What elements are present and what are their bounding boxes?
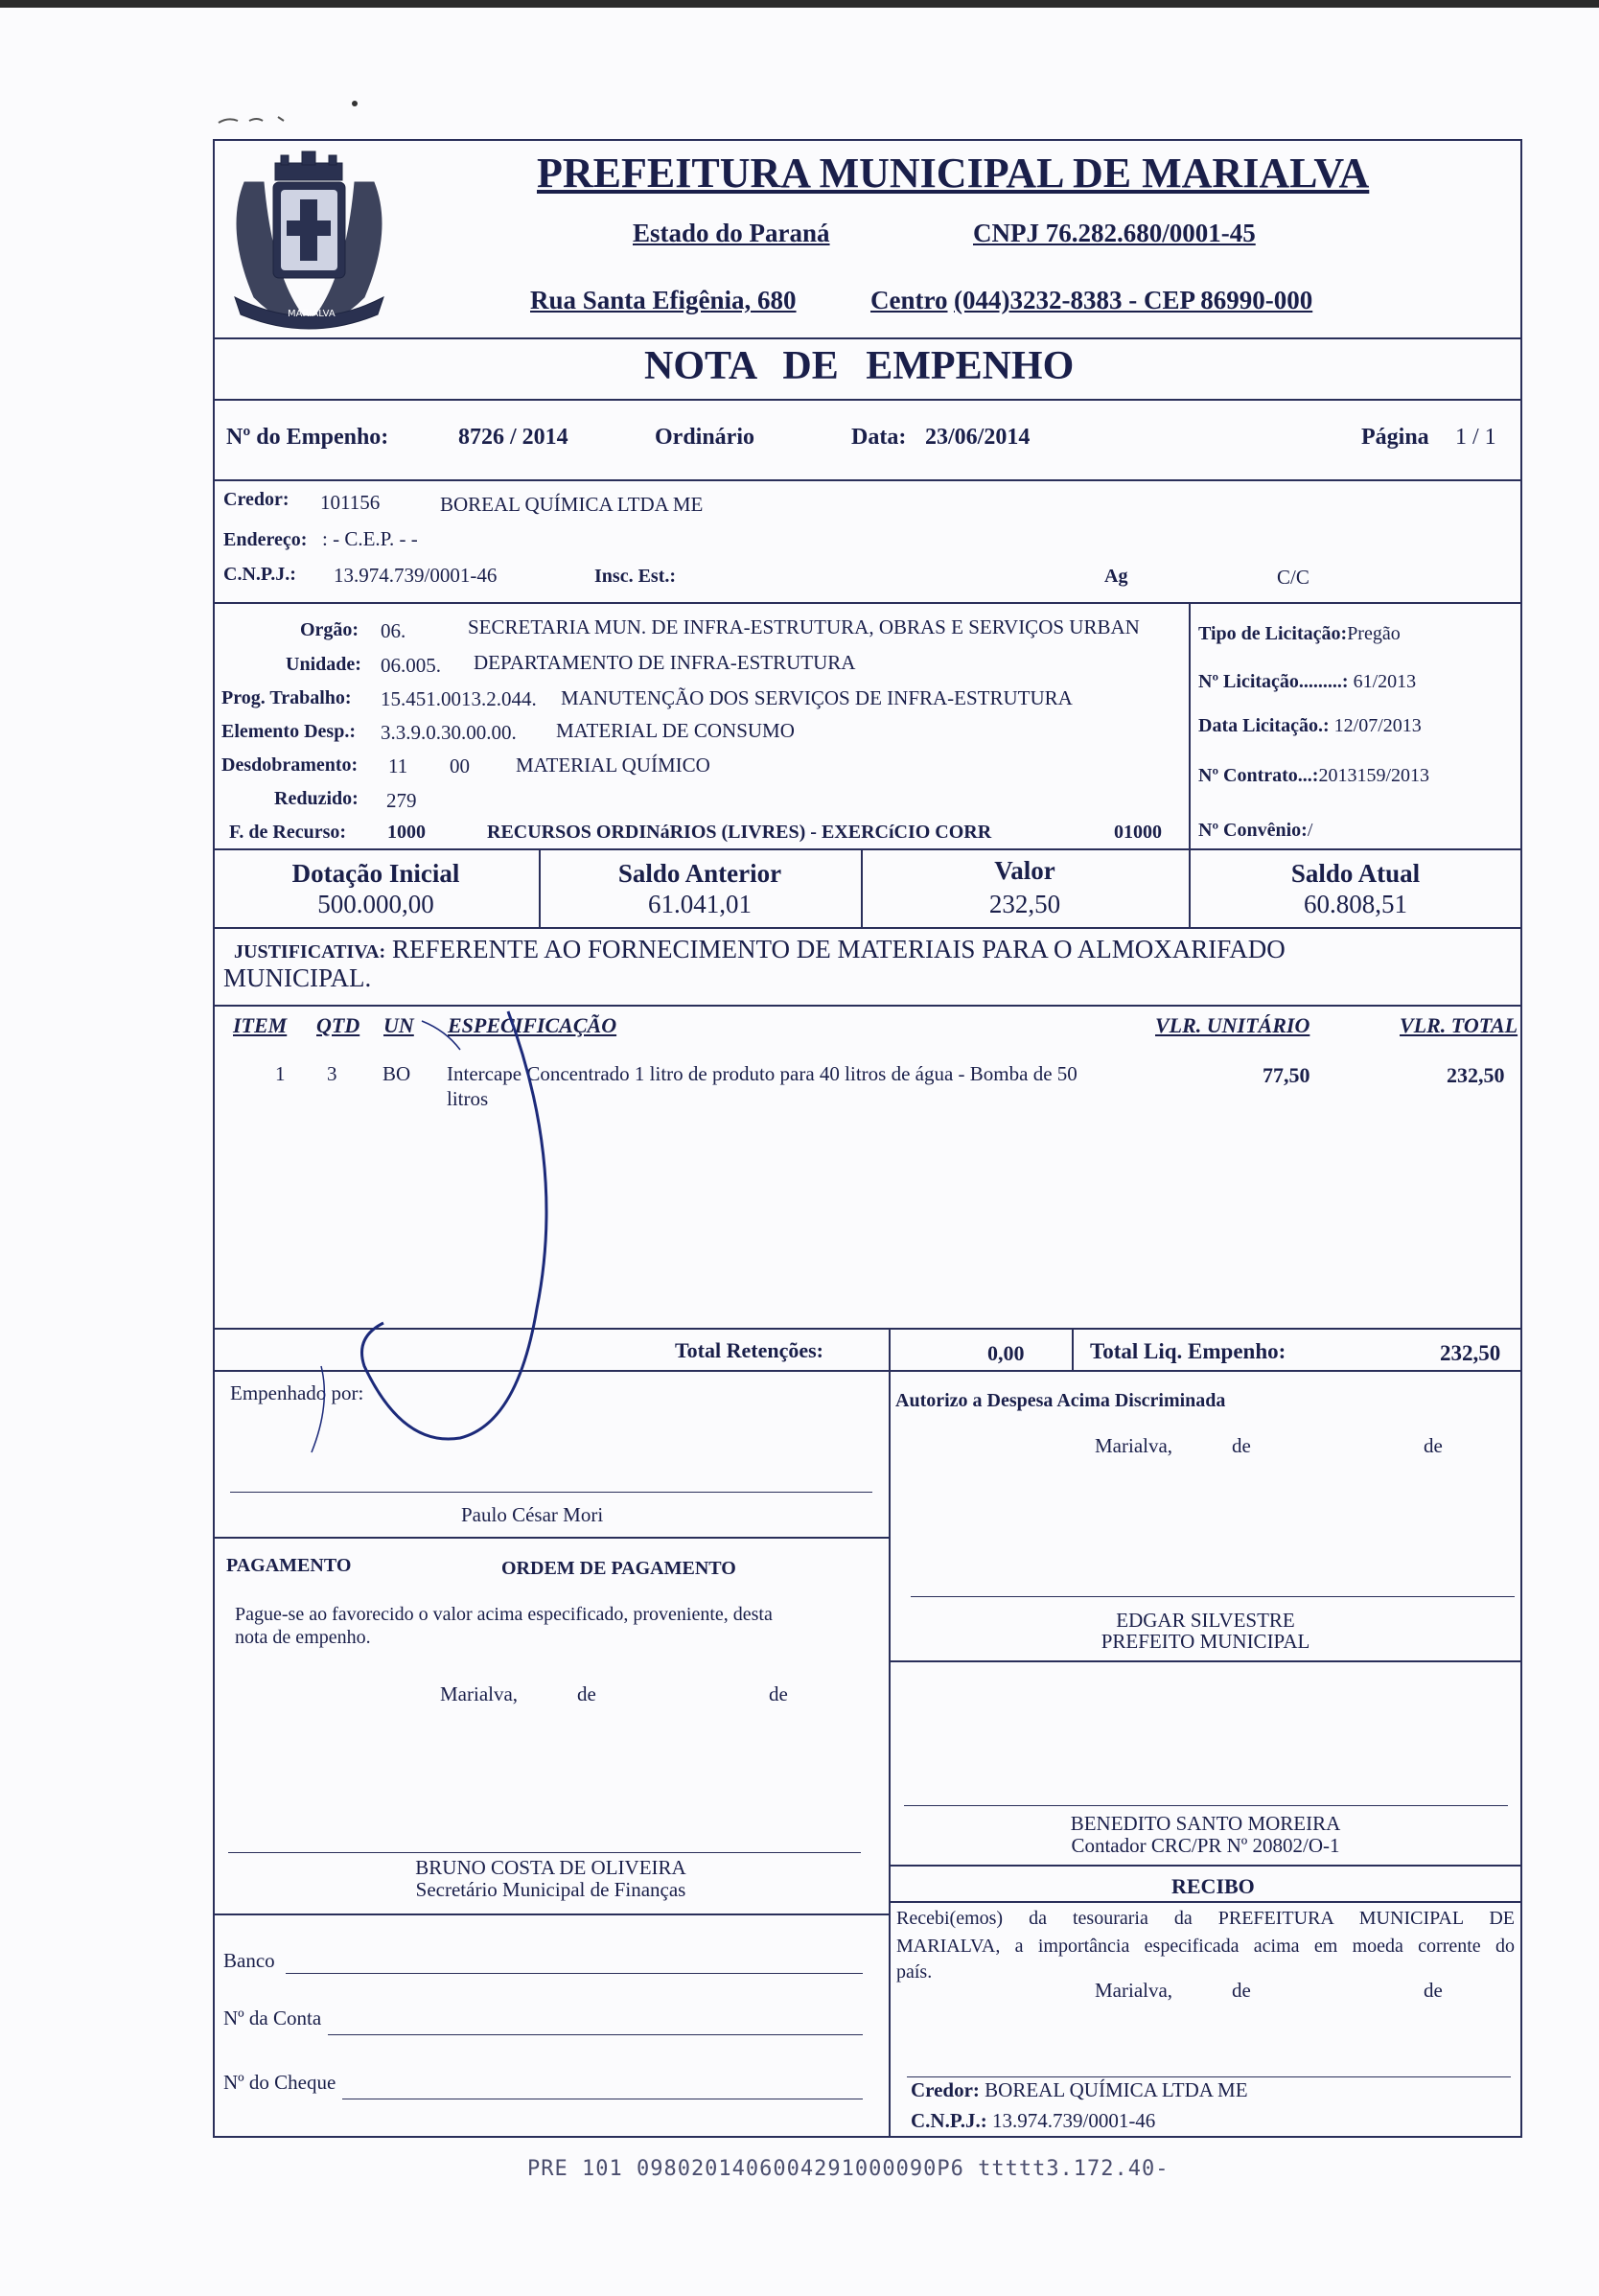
prefeito-name: EDGAR SILVESTRE [1116,1609,1295,1632]
empenho-number-label: Nº do Empenho: [226,425,389,450]
divider [213,602,1522,604]
divider [213,1537,889,1539]
orgao-code: 06. [381,619,406,642]
recibo-text: Recebi(emos) da tesouraria da PREFEITURA MUNICIPAL DE [896,1908,1515,1929]
licitacao-number-value: 61/2013 [1353,671,1417,692]
licitacao-number [1198,671,1416,693]
empenhado-name: Paulo César Mori [461,1503,604,1526]
justificativa-text: REFERENTE AO FORNECIMENTO DE MATERIAIS PARA O ALMOXARIFADO [391,935,1286,963]
col-item-header: ITEM [233,1013,288,1037]
recibo-cnpj-label: C.N.P.J.: [911,2109,987,2132]
divider [213,479,1522,481]
recurso-name: RECURSOS ORDINáRIOS (LIVRES) - EXERCíCIO CORR [487,822,992,843]
divider [1189,602,1191,849]
divider [213,848,1522,850]
header-address: Rua Santa Efigênia, 680 [530,286,797,314]
municipal-coat-of-arms-icon [216,144,403,340]
contrato-label: Nº Contrato...: [1198,765,1319,786]
signature-line [907,2076,1511,2077]
col-total-header: VLR. TOTAL [1400,1013,1518,1037]
col-unit-header: VLR. UNITÁRIO [1155,1013,1310,1037]
pagamento-city: Marialva, [440,1682,519,1705]
credor-name: BOREAL QUÍMICA LTDA ME [440,493,704,516]
recibo-cnpj [911,2109,1155,2133]
elemento-code: 3.3.9.0.30.00.00. [381,721,517,744]
footer-barcode: PRE 101 0980201406004291000090P6 ttttt3.172.40- [527,2157,1170,2181]
col-un-header: UN [383,1013,414,1037]
contrato-value: 2013159/2013 [1318,765,1430,786]
valor-value: 232,50 [988,890,1061,918]
elemento-name: MATERIAL DE CONSUMO [556,719,795,742]
credor-label: Credor: [223,489,290,510]
cnpj-label: C.N.P.J.: [223,564,296,585]
orgao-name: SECRETARIA MUN. DE INFRA-ESTRUTURA, OBRAS E SERVIÇOS URBAN [468,615,1140,638]
empenho-type: Ordinário [655,425,755,450]
contrato [1198,765,1429,787]
header-phone-cep: (044)3232-8383 - CEP 86990-000 [954,286,1313,314]
autorizo-de-1: de [1232,1434,1251,1457]
saldo-anterior-value: 61.041,01 [648,890,752,918]
recurso-code: 1000 [387,822,426,843]
empenho-number: 8726 / 2014 [458,425,568,450]
unidade-code: 06.005. [381,654,441,677]
svg-text:MARIALVA: MARIALVA [288,309,336,319]
divider [889,1328,891,1370]
desdobramento-code: 11 [388,754,408,777]
convenio-label: Nº Convênio: [1198,820,1308,841]
contador-title: Contador CRC/PR Nº 20802/O-1 [1071,1834,1340,1857]
pagamento-label: PAGAMENTO [226,1555,352,1576]
reduzido-label: Reduzido: [274,788,359,809]
recibo-credor-value: BOREAL QUÍMICA LTDA ME [985,2078,1248,2101]
scan-mark [211,96,364,134]
page-label: Página [1361,425,1429,450]
divider [889,1370,891,2138]
divider [1072,1328,1074,1370]
recibo-city: Marialva, [1095,1979,1173,2002]
empenhado-label: Empenhado por: [230,1381,364,1404]
recibo-title: RECIBO [1171,1874,1255,1898]
contador-name: BENEDITO SANTO MOREIRA [1070,1812,1341,1835]
recibo-cnpj-value: 13.974.739/0001-46 [991,2109,1156,2132]
secretario-name: BRUNO COSTA DE OLIVEIRA [415,1856,686,1879]
recurso-label: F. de Recurso: [229,822,347,843]
unidade-name: DEPARTAMENTO DE INFRA-ESTRUTURA [474,651,856,674]
licitacao-number-label: Nº Licitação.........: [1198,671,1349,692]
empenho-date-label: Data: [851,425,907,450]
valor-label: Valor [994,856,1055,885]
autorizo-label: Autorizo a Despesa Acima Discriminada [895,1390,1226,1411]
signature-line [228,1852,861,1853]
reduzido-value: 279 [386,789,417,812]
recurso-number: 01000 [1114,822,1162,843]
address-value: : - C.E.P. - - [322,527,418,550]
recibo-de-2: de [1424,1979,1443,2002]
licitacao-type [1198,623,1401,645]
row-item: 1 [275,1062,286,1085]
account-label: C/C [1277,566,1309,589]
conta-field[interactable] [328,2034,863,2035]
licitacao-type-value: Pregão [1347,623,1401,644]
cheque-label: Nº do Cheque [223,2071,336,2094]
document-title: NOTA DE EMPENHO [644,344,1075,388]
convenio [1198,820,1312,842]
recibo-de-1: de [1232,1979,1251,2002]
saldo-atual-value: 60.808,51 [1304,890,1407,918]
desdobramento-name: MATERIAL QUÍMICO [516,754,710,777]
divider [889,1865,1522,1867]
address-label: Endereço: [223,529,308,550]
row-qtd: 3 [327,1062,337,1085]
divider [213,399,1522,401]
convenio-value: / [1307,820,1313,841]
divider [889,1660,1522,1662]
licitacao-type-label: Tipo de Licitação: [1198,623,1348,644]
elemento-label: Elemento Desp.: [221,721,356,742]
justificativa-label: JUSTIFICATIVA: [234,941,386,962]
page-number: 1 / 1 [1455,425,1496,450]
row-spec-cont: litros [447,1087,489,1110]
header-district: Centro [870,286,948,314]
dotacao-label: Dotação Inicial [291,859,460,888]
saldo-atual-label: Saldo Atual [1290,859,1421,888]
conta-label: Nº da Conta [223,2006,322,2029]
licitacao-date-value: 12/07/2013 [1333,715,1422,736]
divider [213,927,1522,929]
row-spec: Intercape Concentrado 1 litro de produto para 40 litros de água - Bomba de 50 [447,1062,1078,1085]
divider [213,337,1522,339]
divider [213,1913,889,1915]
liquid-total-label: Total Liq. Empenho: [1090,1339,1286,1363]
signature-line [230,1492,872,1493]
prog-name: MANUTENÇÃO DOS SERVIÇOS DE INFRA-ESTRUTURA [561,686,1073,709]
autorizo-city: Marialva, [1095,1434,1173,1457]
recibo-credor [911,2078,1248,2102]
empenho-date: 23/06/2014 [925,425,1031,450]
state-name: Estado do Paraná [633,219,830,247]
recibo-text-end: país. [896,1961,933,1983]
licitacao-date-label: Data Licitação.: [1198,715,1330,736]
secretario-title: Secretário Municipal de Finanças [415,1878,686,1901]
justificativa [234,935,1286,964]
pagamento-de-2: de [769,1682,788,1705]
cnpj-value: 13.974.739/0001-46 [334,564,498,587]
retencoes-value: 0,00 [987,1341,1025,1365]
autorizo-de-2: de [1424,1434,1443,1457]
pagamento-text: Pague-se ao favorecido o valor acima especificado, proveniente, desta [235,1604,773,1625]
header-cnpj: CNPJ 76.282.680/0001-45 [973,219,1256,247]
orgao-label: Orgão: [300,619,359,640]
desdobramento-label: Desdobramento: [221,754,359,776]
insc-est-label: Insc. Est.: [594,566,677,587]
prog-code: 15.451.0013.2.044. [381,687,537,710]
pagamento-text-cont: nota de empenho. [235,1627,371,1648]
row-total-value: 232,50 [1447,1063,1505,1087]
banco-label: Banco [223,1949,275,1972]
unidade-label: Unidade: [286,654,361,675]
prefeitura-title: PREFEITURA MUNICIPAL DE MARIALVA [537,150,1370,197]
handwritten-signature [307,1007,623,1486]
col-qtd-header: QTD [316,1013,360,1037]
credor-code: 101156 [320,491,381,514]
retencoes-label: Total Retenções: [675,1338,823,1362]
col-spec-header: ESPECIFICAÇÃO [448,1013,617,1037]
agency-label: Ag [1104,566,1128,587]
recibo-credor-label: Credor: [911,2078,980,2101]
pagamento-de-1: de [577,1682,596,1705]
liquid-total-value: 232,50 [1440,1341,1501,1365]
ordem-pagamento-label: ORDEM DE PAGAMENTO [501,1558,736,1579]
signature-line [904,1805,1508,1806]
scan-edge [0,0,1599,8]
saldo-anterior-label: Saldo Anterior [617,859,782,888]
dotacao-value: 500.000,00 [317,890,434,918]
desdobramento-sub: 00 [450,754,470,777]
justificativa-text-cont: MUNICIPAL. [223,963,372,992]
banco-field[interactable] [286,1973,863,1974]
row-un: BO [382,1062,411,1085]
prefeito-title: PREFEITO MUNICIPAL [1101,1630,1310,1653]
row-unit-value: 77,50 [1263,1063,1310,1087]
divider [889,1901,1522,1903]
signature-line [911,1596,1515,1597]
licitacao-date [1198,715,1422,737]
recibo-text-cont: MARIALVA, a importância especificada acima em moeda corrente do [896,1936,1515,1957]
prog-label: Prog. Trabalho: [221,687,352,708]
